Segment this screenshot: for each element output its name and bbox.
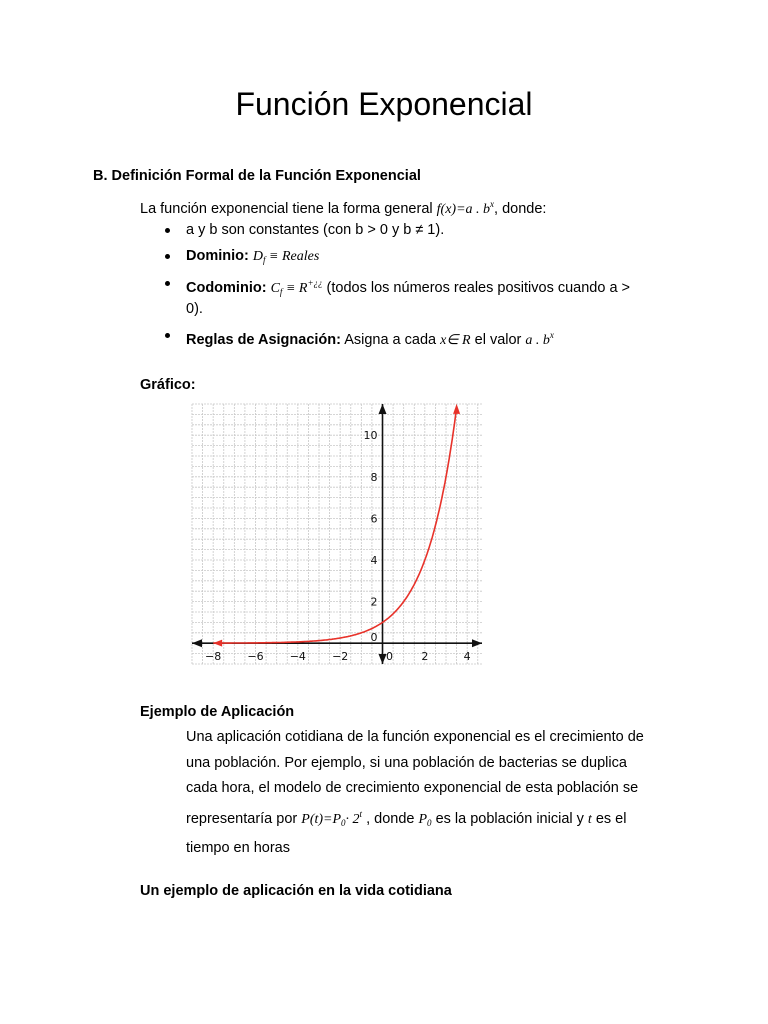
chart-grid [192, 404, 482, 664]
bullet-dot [165, 254, 170, 259]
intro-tail: , donde: [494, 201, 547, 217]
bullet-dot [165, 281, 170, 286]
example-paragraph [186, 725, 686, 862]
bullet-constants: a y b son constantes (con b > 0 y b ≠ 1). [186, 222, 445, 238]
x-axis-arrow-left [192, 639, 202, 647]
intro-text: La función exponencial tiene la forma general [140, 201, 433, 217]
exponential-chart [186, 398, 488, 672]
example-line: una población. Por ejemplo, si una población de bacterias se duplica [186, 754, 627, 771]
x-tick-label: 4 [463, 650, 471, 664]
page-title: Función Exponencial [235, 86, 533, 122]
bullet-dot [165, 228, 170, 233]
y-tick-label: 4 [370, 554, 378, 567]
example-line: representaría por $P(t)=P_0\cdot 2^t$ , donde $P_0$ es la población inicial y t es el [186, 808, 627, 828]
bullet-codomain-cont: 0). [186, 301, 203, 317]
x-tick-label: −2 [332, 650, 349, 664]
series-curve [213, 408, 456, 643]
x-tick-label: −6 [247, 650, 264, 664]
bullet-assignment: Reglas de Asignación: Asigna a cada x∈ R el valor a . $b^x$ [186, 330, 554, 348]
x-tick-label: 0 [386, 650, 394, 664]
x-axis-arrow-right [472, 639, 482, 647]
y-tick-label: 8 [370, 470, 378, 484]
bullet-domain: Dominio: $D_f$ ≡ Reales [186, 248, 320, 265]
graph-heading: Gráfico: [140, 377, 196, 393]
x-tick-label: −4 [289, 650, 306, 664]
footer-heading: Un ejemplo de aplicación en la vida cotidiana [140, 883, 452, 899]
y-tick-label: 10 [363, 429, 378, 443]
example-line: tiempo en horas [186, 840, 290, 856]
y-axis-arrow-up [379, 404, 387, 414]
chart-axes [192, 404, 482, 664]
section-heading: B. Definición Formal de la Función Exponencial [93, 168, 421, 184]
x-tick-label: −8 [205, 650, 222, 664]
example-heading: Ejemplo de Aplicación [140, 704, 295, 720]
example-line: cada hora, el modelo de crecimiento exponencial de esta población se [186, 780, 639, 796]
y-tick-label: 6 [370, 512, 378, 526]
bullet-dot [165, 333, 170, 338]
axis-arrows [192, 404, 482, 664]
y-tick-label: 0 [370, 631, 378, 645]
intro-line [140, 194, 546, 220]
curve-arrow-left [213, 640, 222, 647]
y-tick-label: 2 [370, 595, 378, 609]
curve-arrow-up [453, 404, 460, 414]
bullet-codomain: Codominio: $C_f \equiv R^{+¿¿}$ (todos los números reales positivos cuando a > [186, 278, 631, 297]
intro-formula: f(x)=a . $b^x$ [436, 199, 495, 217]
example-line: Una aplicación cotidiana de la función exponencial es el crecimiento de [186, 729, 644, 745]
x-tick-label: 2 [421, 650, 429, 664]
